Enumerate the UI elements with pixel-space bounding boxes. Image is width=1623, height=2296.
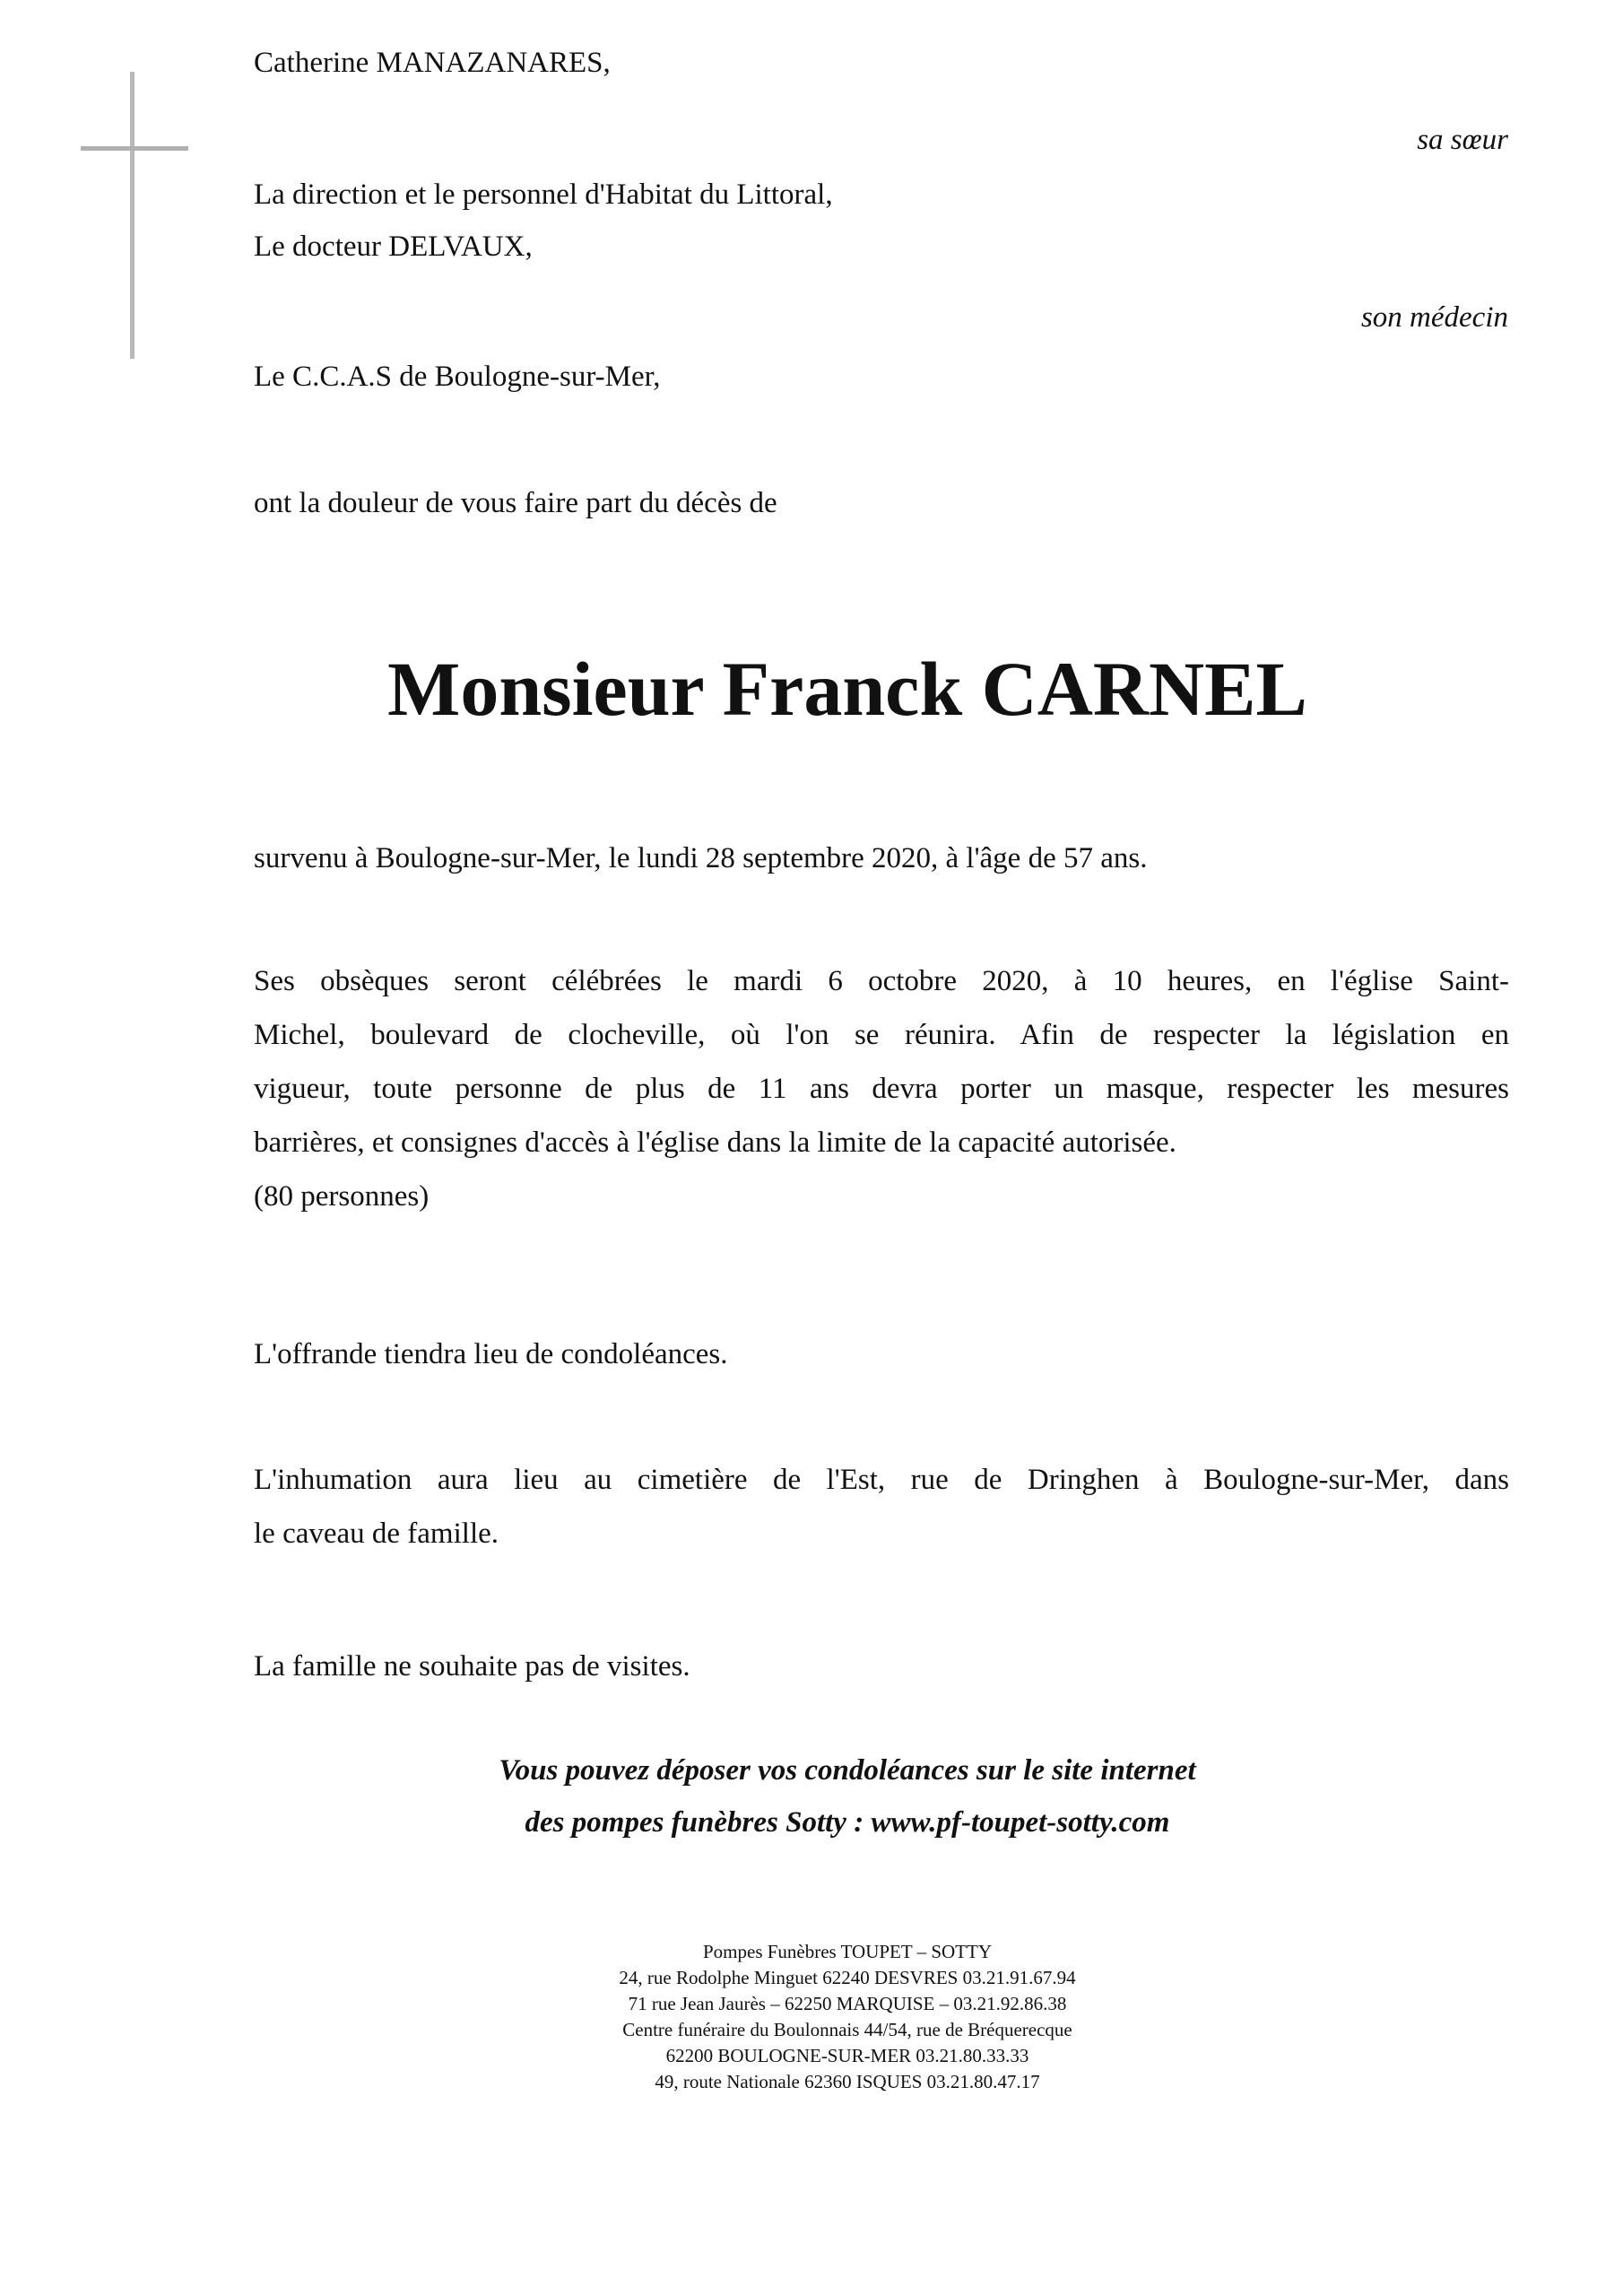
funeral-line: Ses obsèques seront célébrées le mardi 6 octobre 2020, à 10 heures, en l'église Saint- xyxy=(254,965,1509,997)
announcement-text: ont la douleur de vous faire part du décès de xyxy=(254,487,777,519)
footer-line: Centre funéraire du Boulonnais 44/54, rue de Bréquerecque xyxy=(622,2019,1072,2040)
funeral-paragraph xyxy=(254,954,1509,1223)
cross-vertical-bar xyxy=(130,72,135,359)
offering-text: L'offrande tiendra lieu de condoléances. xyxy=(254,1338,728,1370)
visits-text: La famille ne souhaite pas de visites. xyxy=(254,1650,690,1683)
condolences-line: Vous pouvez déposer vos condoléances sur le site internet xyxy=(499,1754,1196,1787)
burial-paragraph xyxy=(254,1453,1509,1561)
footer-line: 62200 BOULOGNE-SUR-MER 03.21.80.33.33 xyxy=(665,2045,1029,2066)
footer-line: 24, rue Rodolphe Minguet 62240 DESVRES 03.21.91.67.94 xyxy=(619,1967,1076,1988)
funeral-line: vigueur, toute personne de plus de 11 ans devra porter un masque, respecter les mesures xyxy=(254,1073,1509,1105)
burial-line: le caveau de famille. xyxy=(254,1518,499,1550)
signatory-name: La direction et le personnel d'Habitat du Littoral, xyxy=(254,178,833,211)
footer-line: Pompes Funèbres TOUPET – SOTTY xyxy=(702,1941,992,1962)
deceased-name: Monsieur Franck CARNEL xyxy=(387,646,1307,732)
funeral-line: Michel, boulevard de clocheville, où l'on se réunira. Afin de respecter la législation en xyxy=(254,1019,1509,1051)
death-details: survenu à Boulogne-sur-Mer, le lundi 28 septembre 2020, à l'âge de 57 ans. xyxy=(254,842,1148,874)
signatory-relation: son médecin xyxy=(1360,301,1508,334)
signatory-relation: sa sœur xyxy=(1417,124,1508,156)
funeral-home-footer xyxy=(0,1939,1623,2095)
footer-line: 49, route Nationale 62360 ISQUES 03.21.80.47.17 xyxy=(655,2071,1040,2092)
signatory-name: Le docteur DELVAUX, xyxy=(254,230,533,263)
burial-line: L'inhumation aura lieu au cimetière de l'Est, rue de Dringhen à Boulogne-sur-Mer, dans xyxy=(254,1464,1509,1496)
signatory-name: Catherine MANAZANARES, xyxy=(254,47,611,79)
cross-horizontal-bar xyxy=(81,146,188,151)
funeral-line: (80 personnes) xyxy=(254,1180,430,1213)
condolences-link[interactable]: des pompes funèbres Sotty : www.pf-toupet-sotty.com xyxy=(525,1806,1170,1839)
funeral-line: barrières, et consignes d'accès à l'église dans la limite de la capacité autorisée. xyxy=(254,1126,1176,1159)
footer-line: 71 rue Jean Jaurès – 62250 MARQUISE – 03.21.92.86.38 xyxy=(628,1993,1067,2014)
condolences-notice xyxy=(0,1744,1623,1848)
signatory-name: Le C.C.A.S de Boulogne-sur-Mer, xyxy=(254,361,661,393)
